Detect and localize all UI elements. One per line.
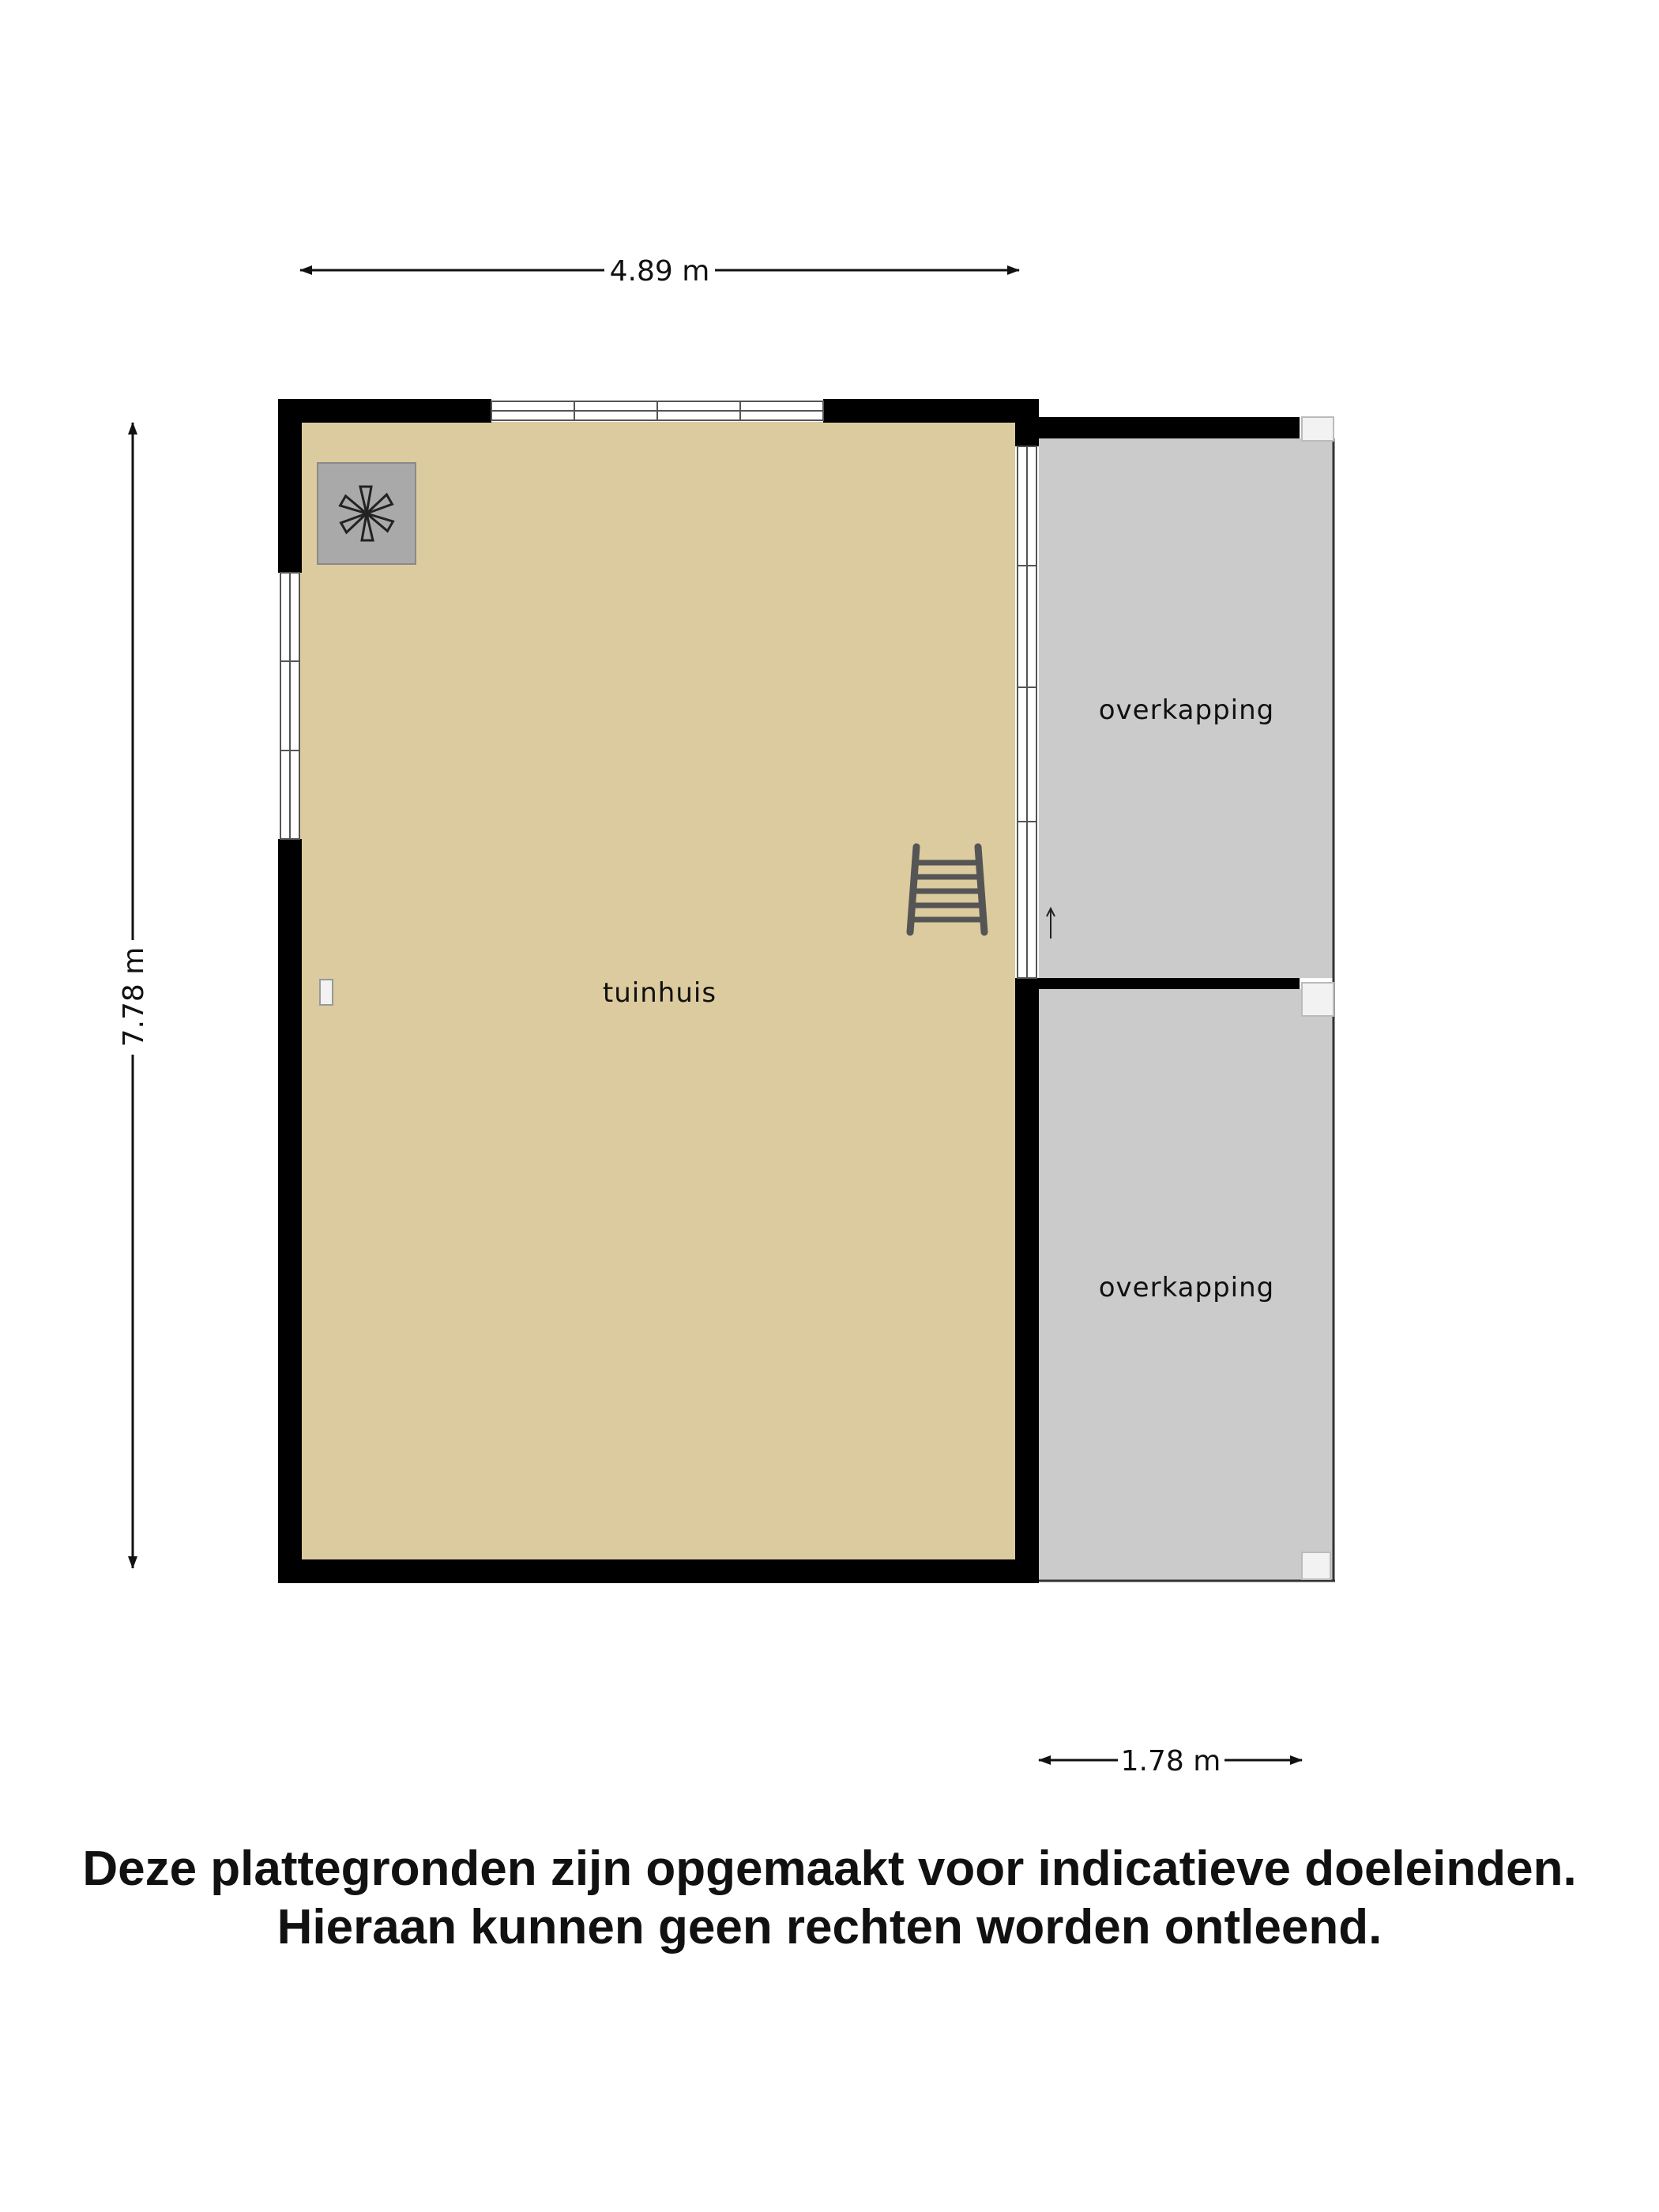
fan-icon (318, 463, 416, 564)
room-label-tuinhuis: tuinhuis (602, 977, 717, 1009)
dimension-top (300, 255, 1019, 288)
dimension-left-label: 7.78 m (118, 946, 150, 1048)
room-label-overkapping-upper: overkapping (1098, 694, 1275, 726)
disclaimer-line-2: Hieraan kunnen geen rechten worden ontleend. (276, 1900, 1382, 1954)
dimension-top-label: 4.89 m (609, 255, 710, 288)
outlet-icon (320, 980, 333, 1005)
window-left (280, 573, 299, 839)
dimension-bottom-label: 1.78 m (1120, 1745, 1221, 1778)
dimension-left (118, 423, 150, 1568)
window-right (1018, 446, 1036, 978)
window-top (491, 401, 823, 420)
pillar-icon (1302, 983, 1334, 1016)
dimension-bottom (1039, 1745, 1302, 1778)
disclaimer-line-1: Deze plattegronden zijn opgemaakt voor indicatieve doeleinden. (82, 1841, 1577, 1896)
pillar-icon (1302, 417, 1334, 441)
room-label-overkapping-lower: overkapping (1098, 1272, 1275, 1304)
pillar-icon (1302, 1552, 1330, 1579)
